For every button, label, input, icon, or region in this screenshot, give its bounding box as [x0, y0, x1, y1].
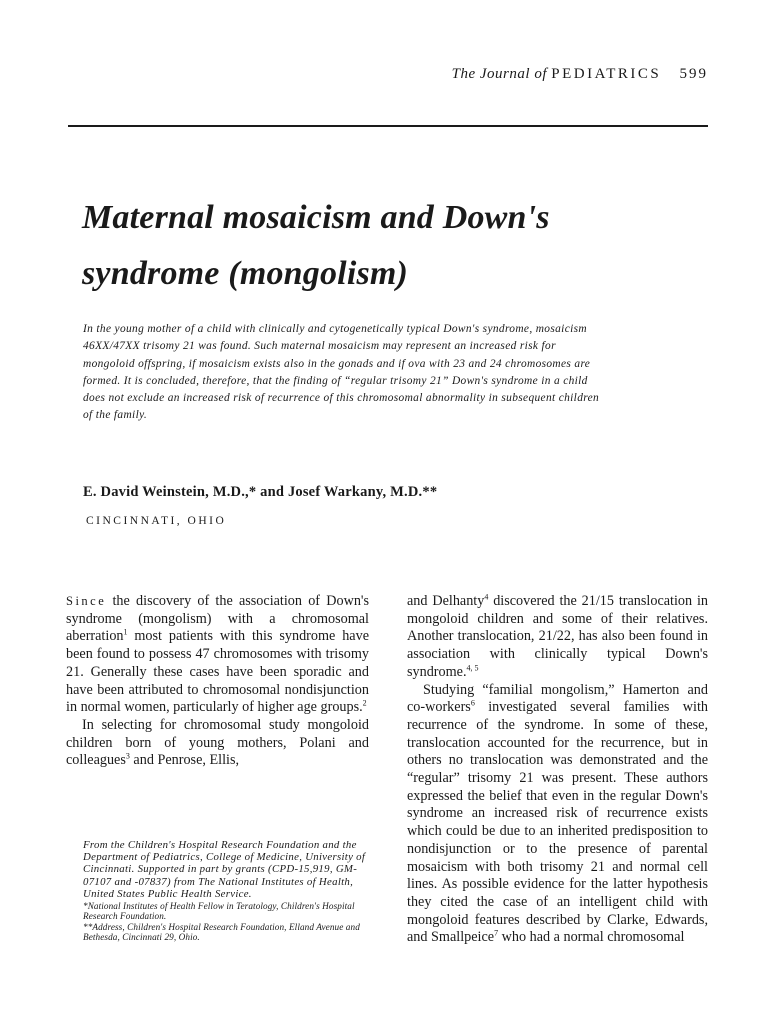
text-run: In selecting for chromosomal study mongoloid children born of young mothers, Polani and colleagues [66, 716, 369, 769]
drop-lead: Since [66, 594, 107, 608]
ref-sup: 3 [125, 751, 130, 761]
text-run: who had a normal chromosomal [498, 929, 685, 946]
body-column-right [407, 593, 708, 947]
article-title [82, 190, 702, 302]
location: CINCINNATI, OHIO [86, 515, 227, 527]
ref-sup: 7 [494, 928, 499, 938]
text-run: the discovery of the association of Down's syndrome (mongolism) with a chromosomal aberration [66, 593, 369, 645]
header-rule [68, 125, 708, 127]
abstract: In the young mother of a child with clinically and cytogenetically typical Down's syndrome, mosaicism 46XX/47XX trisomy 21 was found. Such maternal mosaicism may represent an increased risk for mongoloid offspring, if mosaicism exists also in the gonads and if ova with 23 and 24 chromosomes are formed. It is concluded, therefore, that the finding of “regular trisomy 21” Down's syndrome in a child does not exclude an increased risk of recurrence of this chromosomal abnormality in subsequent children of the family. [83, 323, 600, 422]
title-line-1: Maternal mosaicism and Down's [82, 199, 550, 236]
text-run: Studying “familial mongolism,” Hamerton and co-workers [407, 681, 708, 716]
ref-sup: 1 [123, 627, 128, 637]
body-paragraph [407, 593, 708, 682]
text-run: and Penrose, Ellis, [129, 752, 240, 769]
text-run: and Delhanty [407, 593, 485, 609]
title-line-2: syndrome (mongolism) [82, 255, 409, 292]
ref-sup: 2 [362, 698, 367, 708]
ref-sup: 6 [470, 698, 475, 708]
body-paragraph [407, 682, 708, 948]
authors: E. David Weinstein, M.D.,* and Josef Warkany, M.D.** [83, 484, 438, 500]
journal-of: of [534, 66, 547, 82]
text-run: most patients with this syndrome have been found to possess 47 chromosomes with trisomy 21. Generally these cases have been sporadic and have been attributed to chromosomal nondisjunction in normal women, particularly of higher age groups. [66, 628, 369, 716]
body-paragraph [66, 717, 369, 770]
running-head [452, 66, 708, 83]
affiliation-note: From the Children's Hospital Research Foundation and the Department of Pediatrics, College of Medicine, University of Cincinnati. Supported in part by grants (CPD-15,919, GM-07107 and -07837) from The National Institutes of Health, United States Public Health Service. [83, 839, 366, 900]
footnotes [83, 839, 368, 943]
body-column-left [66, 593, 369, 770]
journal-the: The Journal [451, 66, 531, 82]
text-run: investigated several families with recurrence of the syndrome. In some of these, translocation accounted for the recurrence, but in others no translocation was demonstrated and the “regular” trisomy 21 was present. These authors expressed the belief that even in the regular Down's syndrome an increased risk of recurrence exists which could be due to an inherited predisposition to nondisjunction or to the presence of parental mosaicism with both trisomy 21 and normal cell lines. As possible evidence for the latter hypothesis they cited the case of an intelligent child with mongoloid features described by Clarke, Edwards, and Smallpeice [407, 699, 708, 946]
footnote-1: *National Institutes of Health Fellow in Teratology, Children's Hospital Research Foundation. [83, 901, 355, 922]
ref-sup: 4, 5 [466, 663, 479, 673]
ref-sup: 4 [484, 592, 489, 602]
journal-name: PEDIATRICS [551, 66, 662, 82]
text-run: discovered the 21/15 translocation in mongoloid children and some of their relatives. Another translocation, 21/22, has also been found in association with clinically typical Down's syndrome. [407, 593, 708, 680]
footnote-2: **Address, Children's Hospital Research Foundation, Elland Avenue and Bethesda, Cincinnati 29, Ohio. [83, 921, 360, 943]
body-paragraph [66, 593, 369, 717]
page-number: 599 [679, 66, 708, 82]
